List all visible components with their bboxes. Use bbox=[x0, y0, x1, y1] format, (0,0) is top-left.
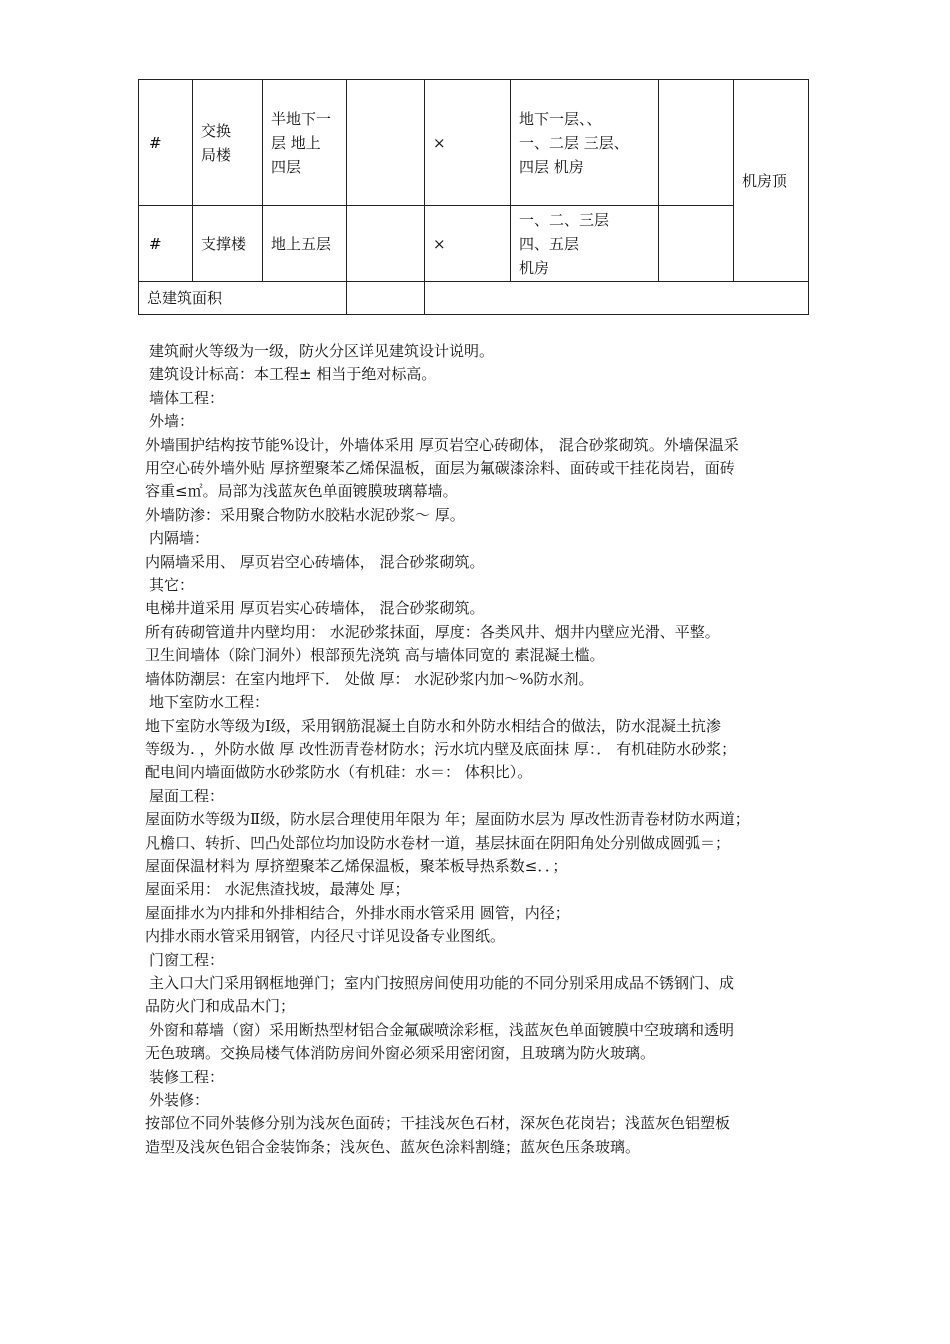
paragraph-line: 外窗和幕墙（窗）采用断热型材铝合金氟碳喷涂彩框，浅蓝灰色单面镀膜中空玻璃和透明 bbox=[149, 1020, 735, 1039]
cell-total-rest bbox=[425, 282, 809, 315]
paragraph-line: 屋面保温材料为 厚挤塑聚苯乙烯保温板，聚苯板导热系数≤．．； bbox=[145, 856, 568, 875]
paragraph-line: 凡檐口、转折、凹凸处部位均加设防水卷材一道，基层抹面在阴阳角处分别做成圆弧＝； bbox=[145, 833, 731, 852]
paragraph-line: 屋面防水等级为Ⅱ级，防水层合理使用年限为 年；屋面防水层为 厚改性沥青卷材防水两道； bbox=[145, 810, 750, 829]
paragraph-line: 按部位不同外装修分别为浅灰色面砖；干挂浅灰色石材，深灰色花岗岩；浅蓝灰色铝塑板 bbox=[145, 1114, 731, 1133]
paragraph-line: 外墙围护结构按节能%设计，外墙体采用 厚页岩空心砖砌体， 混合砂浆砌筑。外墙保温采 bbox=[145, 435, 739, 454]
building-area-table bbox=[138, 79, 809, 315]
paragraph-line: 用空心砖外墙外贴 厚挤塑聚苯乙烯保温板，面层为氟碳漆涂料、面砖或干挂花岗岩，面砖 bbox=[145, 459, 735, 478]
paragraph-line: 造型及浅灰色铝合金装饰条；浅灰色、蓝灰色涂料割缝；蓝灰色压条玻璃。 bbox=[145, 1137, 641, 1156]
paragraph-line: 内排水雨水管采用钢管，内径尺寸详见设备专业图纸。 bbox=[145, 927, 506, 946]
paragraph-line: 外墙： bbox=[149, 412, 195, 431]
cell-floors: 半地下一 层 地上 四层 bbox=[263, 80, 347, 206]
paragraph-line: 电梯井道采用 厚页岩实心砖墙体， 混合砂浆砌筑。 bbox=[145, 599, 485, 618]
paragraph-line: 配电间内墙面做防水砂浆防水（有机硅：水＝： 体积比）。 bbox=[145, 763, 533, 782]
paragraph-line: 容重≤㎡。局部为浅蓝灰色单面镀膜玻璃幕墙。 bbox=[145, 482, 458, 501]
paragraph-line: 内隔墙： bbox=[149, 529, 210, 548]
cell-extra bbox=[659, 206, 734, 282]
cell-number: # bbox=[139, 206, 193, 282]
table-row bbox=[139, 80, 809, 206]
cell-number: # bbox=[139, 80, 193, 206]
paragraph-line: 门窗工程： bbox=[149, 950, 225, 969]
paragraph-line: 建筑耐火等级为一级，防火分区详见建筑设计说明。 bbox=[149, 342, 495, 360]
cell-multiply: × bbox=[425, 80, 511, 206]
paragraph-line: 屋面排水为内排和外排相结合，外排水雨水管采用 圆管，内径； bbox=[145, 903, 570, 922]
paragraph-line: 建筑设计标高：本工程± 相当于绝对标高。 bbox=[149, 365, 437, 384]
cell-total-value bbox=[347, 282, 425, 315]
paragraph-line: 等级为. ，外防水做 厚 改性沥青卷材防水；污水坑内壁及底面抹 厚：． 有机硅防水砂浆； bbox=[145, 739, 737, 758]
paragraph-line: 其它： bbox=[149, 576, 195, 595]
paragraph-line: 墙体防潮层：在室内地坪下． 处做 厚： 水泥砂浆内加～%防水剂。 bbox=[145, 669, 594, 688]
cell-area bbox=[347, 206, 425, 282]
cell-usage: 地下一层、、 一、二层 三层、 四层 机房 bbox=[511, 80, 659, 206]
paragraph-line: 品防火门和成品木门； bbox=[145, 997, 296, 1016]
cell-building-name: 交换 局楼 bbox=[193, 80, 263, 206]
paragraph-line: 地下室防水工程： bbox=[149, 693, 270, 712]
paragraph-line: 外装修： bbox=[149, 1091, 210, 1109]
paragraph-line: 外墙防渗：采用聚合物防水胶粘水泥砂浆～ 厚。 bbox=[145, 505, 465, 524]
cell-total-label: 总建筑面积 bbox=[139, 282, 347, 315]
paragraph-line: 装修工程： bbox=[149, 1067, 225, 1086]
paragraph-line: 所有砖砌管道井内壁均用： 水泥砂浆抹面，厚度：各类风井、烟井内壁应光滑、平整。 bbox=[145, 622, 720, 641]
paragraph-line: 墙体工程： bbox=[149, 388, 225, 407]
table-row bbox=[139, 206, 809, 282]
cell-multiply: × bbox=[425, 206, 511, 282]
paragraph-line: 无色玻璃。交换局楼气体消防房间外窗必须采用密闭窗，且玻璃为防火玻璃。 bbox=[145, 1044, 656, 1063]
paragraph-line: 屋面工程： bbox=[149, 786, 225, 805]
paragraph-line: 内隔墙采用、 厚页岩空心砖墙体， 混合砂浆砌筑。 bbox=[145, 552, 485, 571]
cell-building-name: 支撑楼 bbox=[193, 206, 263, 282]
table-row-total bbox=[139, 282, 809, 315]
cell-roof: 机房顶 bbox=[734, 80, 809, 282]
cell-area bbox=[347, 80, 425, 206]
paragraph-line: 屋面采用： 水泥焦渣找坡，最薄处 厚； bbox=[145, 880, 410, 899]
document-body bbox=[145, 340, 825, 1159]
paragraph-line: 主入口大门采用钢框地弹门；室内门按照房间使用功能的不同分别采用成品不锈钢门、成 bbox=[149, 973, 735, 992]
cell-floors: 地上五层 bbox=[263, 206, 347, 282]
paragraph-line: 卫生间墙体（除门洞外）根部预先浇筑 高与墙体同宽的 素混凝土槛。 bbox=[145, 646, 605, 665]
cell-usage: 一、二、三层 四、五层 机房 bbox=[511, 206, 659, 282]
paragraph-line: 地下室防水等级为Ⅰ级，采用钢筋混凝土自防水和外防水相结合的做法，防水混凝土抗渗 bbox=[145, 716, 721, 735]
cell-extra bbox=[659, 80, 734, 206]
